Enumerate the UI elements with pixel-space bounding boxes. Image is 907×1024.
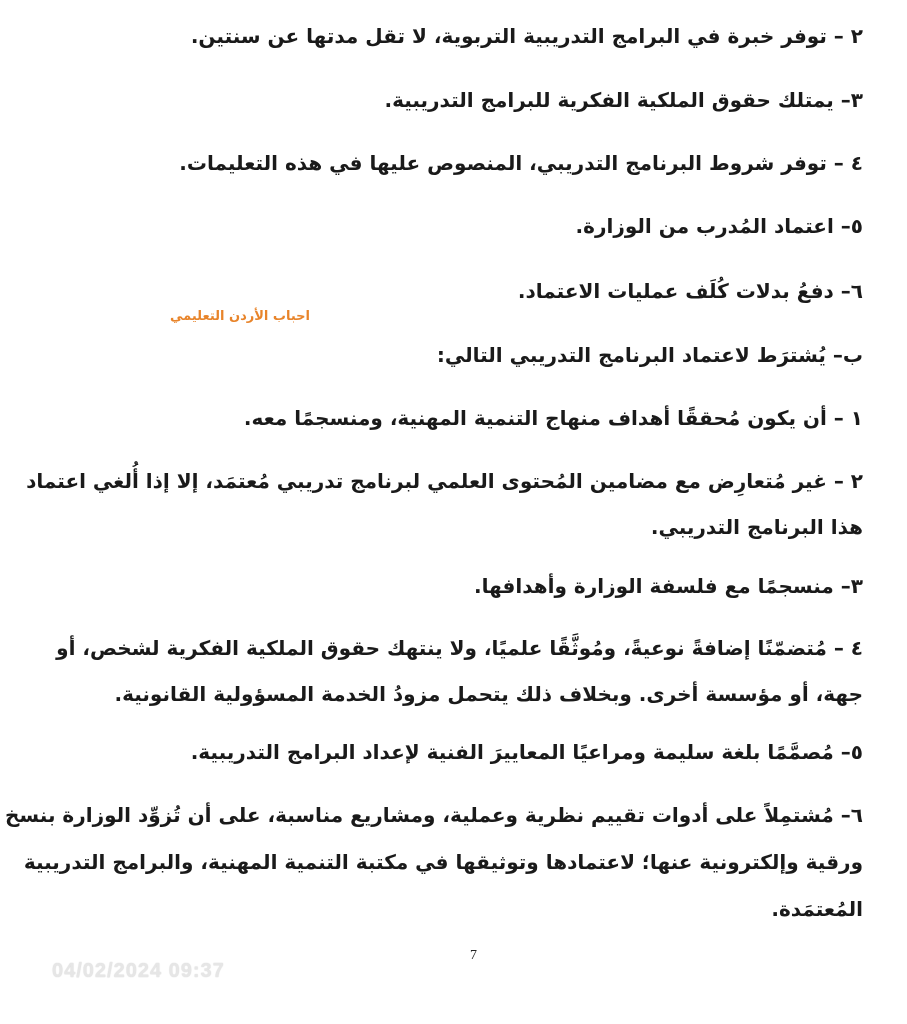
text-line-12: ٦– مُشتمِلاً على أدوات تقييم نظرية وعملية، ومشاريع مناسبة، على أن تُزوِّد الوزارة بنسخ	[5, 803, 863, 827]
text-line-8-cont: هذا البرنامج التدريبي.	[650, 515, 863, 539]
text-line-8: ٢ – غير مُتعارِض مع مضامين المُحتوى العلمي لبرنامج تدريبي مُعتمَد، إلا إذا أُلغي اعتماد	[26, 469, 863, 493]
section-heading-b: ب– يُشترَط لاعتماد البرنامج التدريبي التالي:	[436, 343, 863, 367]
watermark-text: احباب الأردن التعليمي	[170, 309, 310, 324]
photo-timestamp: 04/02/2024 09:37	[52, 960, 225, 982]
text-line-2: ٣– يمتلك حقوق الملكية الفكرية للبرامج التدريبية.	[384, 88, 863, 112]
text-line-1: ٢ – توفر خبرة في البرامج التدريبية التربوية، لا تقل مدتها عن سنتين.	[190, 24, 863, 48]
text-line-12-end: المُعتمَدة.	[771, 897, 863, 921]
text-line-4: ٥– اعتماد المُدرب من الوزارة.	[575, 214, 863, 238]
text-line-12-cont: ورقية وإلكترونية عنها؛ لاعتمادها وتوثيقها في مكتبة التنمية المهنية، والبرامج التدريبية	[23, 850, 863, 874]
text-line-7: ١ – أن يكون مُحققًا أهداف منهاج التنمية المهنية، ومنسجمًا معه.	[243, 406, 863, 430]
text-line-10-cont: جهة، أو مؤسسة أخرى. وبخلاف ذلك يتحمل مزودُ الخدمة المسؤولية القانونية.	[114, 682, 863, 706]
text-line-3: ٤ – توفر شروط البرنامج التدريبي، المنصوص عليها في هذه التعليمات.	[179, 151, 863, 175]
page-number: 7	[470, 948, 477, 963]
text-line-9: ٣– منسجمًا مع فلسفة الوزارة وأهدافها.	[473, 574, 863, 598]
text-line-10: ٤ – مُتضمّنًا إضافةً نوعيةً، ومُوثَّقًا علميًا، ولا ينتهك حقوق الملكية الفكرية لشخص، أو	[56, 636, 863, 660]
text-line-5: ٦– دفعُ بدلات ‌كُلَف عمليات الاعتماد.	[517, 279, 863, 303]
text-line-11: ٥– مُصمَّمًا بلغة سليمة ومراعيًا المعاييرَ الفنية لإعداد البرامج التدريبية.	[190, 740, 863, 764]
